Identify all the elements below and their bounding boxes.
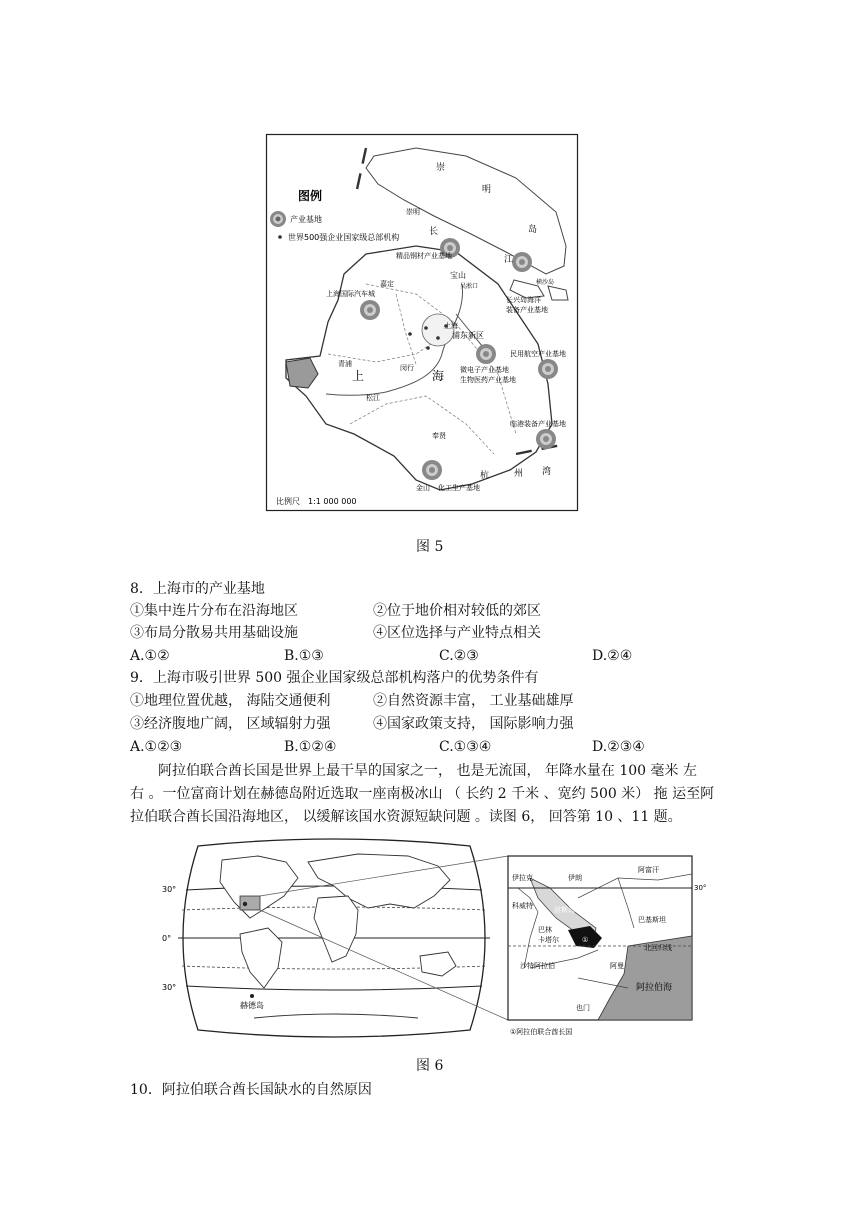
label-changxing: 长兴岛海洋 (506, 296, 541, 304)
label-lat-0: 0° (162, 934, 172, 943)
label-qingpu: 青浦 (338, 360, 352, 368)
hq-dot-icon (278, 235, 282, 239)
label-inset-lat: 30° (694, 884, 707, 892)
label-chem: 化工生产基地 (438, 484, 480, 492)
region-highlight (240, 896, 260, 910)
q8-option-c: C.②③ (439, 648, 479, 664)
label-hang: 杭 (480, 471, 490, 481)
label-fengxian: 奉贤 (432, 432, 446, 440)
label-qatar: 卡塔尔 (538, 936, 559, 944)
q9-stem: 9．上海市吸引世界 500 强企业国家级总部机构落户的优势条件有 (130, 670, 539, 686)
label-micro: 微电子产业基地 (460, 366, 509, 374)
label-pudong: 浦东新区 (452, 331, 484, 340)
label-shanghai-city: 上海 (444, 322, 458, 330)
world-map-figure (158, 838, 707, 1040)
label-chong: 崇 (436, 163, 446, 173)
city-core (422, 314, 454, 346)
label-civil-aero: 民用航空产业基地 (510, 350, 566, 358)
legend-title: 图例 (298, 189, 323, 203)
passage-line-3: 拉伯联合酋长国沿海地区， 以缓解该国水资源短缺问题 。读图 6， 回答第 10 、11 题。 (130, 809, 682, 825)
heard-island-dot (250, 994, 254, 998)
label-gulf: 波斯湾 (554, 906, 575, 914)
label-afghan: 阿富汗 (638, 866, 659, 874)
inset-map (508, 856, 706, 1020)
q9-statement-4: ④国家政策支持， 国际影响力强 (373, 716, 574, 732)
label-jiading: 嘉定 (380, 280, 394, 288)
industry-base-icon (270, 211, 286, 227)
label-iran: 伊朗 (568, 874, 582, 882)
label-autocity: 上海国际汽车城 (326, 290, 375, 298)
shanghai-map (266, 134, 578, 512)
legend-industry: 产业基地 (290, 215, 322, 224)
q8-statement-2: ②位于地价相对较低的郊区 (373, 603, 541, 619)
label-jinshan: 金山 (416, 484, 430, 492)
q9-option-c: C.①③④ (439, 739, 492, 755)
label-minhang: 闵行 (400, 364, 414, 372)
label-arab-sea: 阿拉伯海 (636, 983, 673, 993)
q10-stem: 10．阿拉伯联合酋长国缺水的自然原因 (130, 1082, 372, 1098)
label-wusong: 吴淞口 (460, 283, 479, 290)
label-yemen: 也门 (576, 1004, 590, 1012)
label-baoshan: 宝山 (450, 271, 466, 280)
label-uae-marker: ① (582, 936, 589, 944)
q9-option-a: A.①②③ (130, 739, 183, 755)
q8-statement-1: ①集中连片分布在沿海地区 (130, 603, 298, 619)
label-tropic: 北回归线 (644, 944, 672, 952)
label-chongming: 崇明 (406, 208, 420, 216)
figure-5-caption: 图 5 (416, 539, 444, 555)
label-heard: 赫德岛 (240, 1001, 264, 1010)
scale-label: 比例尺 1:1 000 000 (276, 497, 357, 506)
label-zhou: 州 (514, 469, 524, 479)
label-pakistan: 巴基斯坦 (638, 916, 666, 924)
inset-note: ①阿拉伯联合酋长国 (510, 1028, 573, 1036)
q8-option-b: B.①③ (284, 648, 324, 664)
q9-statement-2: ②自然资源丰富， 工业基础雄厚 (373, 693, 574, 709)
label-ming: 明 (482, 185, 492, 195)
passage-line-2: 右 。一位富商计划在赫德岛附近选取一座南极冰山 （ 长约 2 千米 、宽约 500 米） 拖 运至阿 (130, 786, 715, 802)
q8-option-a: A.①② (130, 648, 170, 664)
label-jiang: 江 (504, 255, 514, 265)
label-iraq: 伊拉克 (512, 874, 533, 882)
q8-stem: 8．上海市的产业基地 (130, 581, 265, 597)
figure-6-caption: 图 6 (416, 1058, 444, 1074)
label-lat-30s: 30° (162, 983, 177, 992)
label-dao: 岛 (528, 225, 538, 235)
q9-option-b: B.①②④ (284, 739, 337, 755)
label-bio: 生物医药产业基地 (460, 376, 516, 384)
q9-statement-1: ①地理位置优越， 海陆交通便利 (130, 693, 331, 709)
label-wan: 湾 (542, 467, 552, 477)
label-changxing2: 装备产业基地 (506, 306, 548, 314)
label-bahrain: 巴林 (538, 926, 552, 934)
label-saudi: 沙特阿拉伯 (520, 962, 555, 970)
label-hai: 海 (432, 369, 445, 383)
passage-line-1: 阿拉伯联合酋长国是世界上最干旱的国家之一， 也是无流国， 年降水量在 100 毫米 左 (158, 763, 697, 779)
label-kuwait: 科威特 (512, 902, 533, 910)
q8-option-d: D.②④ (592, 648, 633, 664)
label-jingpin: 精品钢材产业基地 (396, 252, 452, 260)
label-shang: 上 (352, 369, 365, 383)
label-lat-30n: 30° (162, 885, 177, 894)
label-lingang: 临港装备产业基地 (510, 420, 566, 428)
label-chang: 长 (429, 227, 439, 237)
legend-hq: 世界500强企业国家级总部机构 (288, 233, 400, 242)
label-hengsha: 横沙岛 (536, 279, 555, 286)
q8-statement-4: ④区位选择与产业特点相关 (373, 625, 541, 641)
label-oman: 阿曼 (610, 962, 624, 970)
q9-statement-3: ③经济腹地广阔， 区域辐射力强 (130, 716, 331, 732)
q8-statement-3: ③布局分散易共用基础设施 (130, 625, 298, 641)
uae-marker (243, 902, 247, 906)
label-songjiang: 松江 (366, 394, 380, 402)
q9-option-d: D.②③④ (592, 739, 645, 755)
